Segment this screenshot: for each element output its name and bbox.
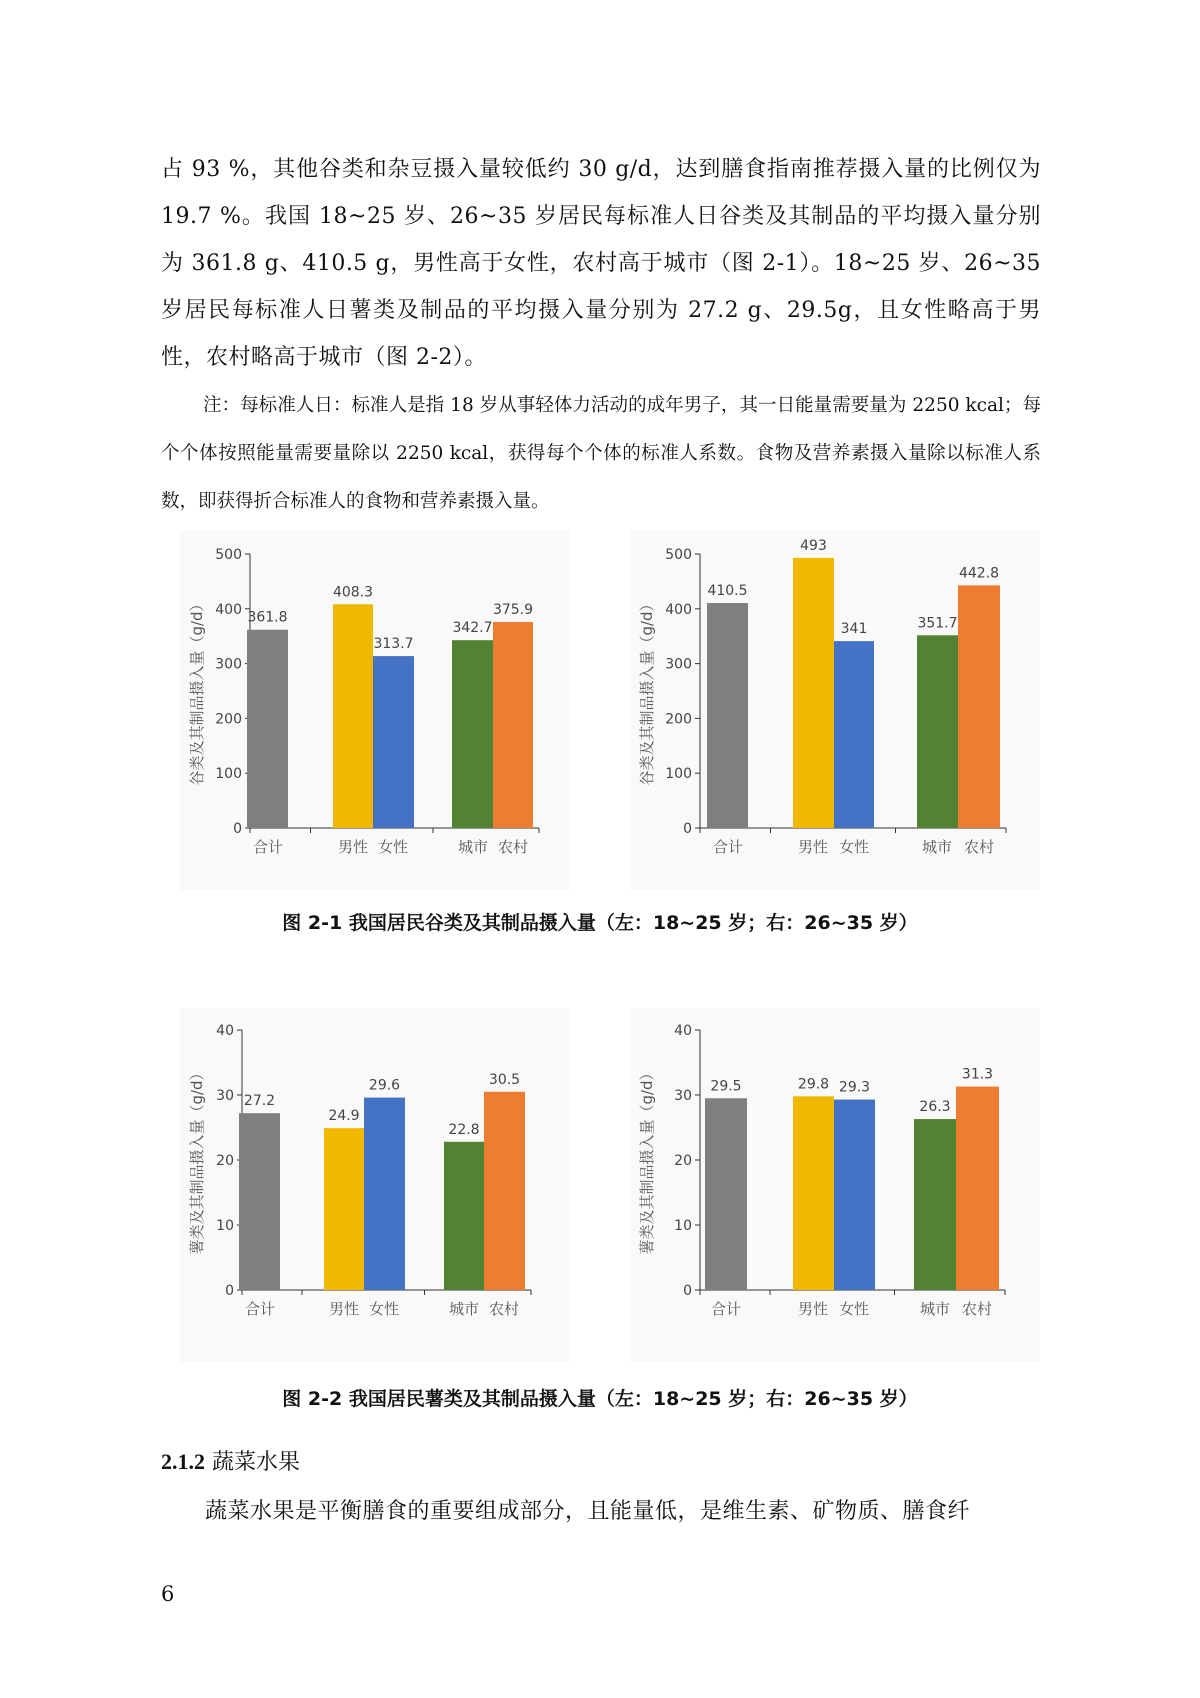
category-label: 农村 <box>497 838 529 856</box>
y-tick-label: 100 <box>215 766 242 783</box>
body-paragraph-1: 占 93 %，其他谷类和杂豆摄入量较低约 30 g/d，达到膳食指南推荐摄入量的比例仅为 19.7 %。我国 18~25 岁、26~35 岁居民每标准人日谷类及其制品的平均摄入量分别为 361.8 g、410.5 g，男性高于女性，农村高于城市（图 2-1）。18~25 岁、26~35 岁居民每标准人日薯类及制品的平均摄入量分别为 27.2 g、29.5g，且女性略高于男性，农村略高于城市（图 2-2）。 <box>161 157 1041 370</box>
data-label: 493 <box>800 537 827 554</box>
y-axis-title: 谷类及其制品摄入量（g/d） <box>638 596 656 786</box>
y-tick-label: 0 <box>233 821 242 837</box>
category-label: 农村 <box>963 838 995 856</box>
bar-female <box>834 641 874 828</box>
bar-urban <box>914 1119 956 1290</box>
bar-urban <box>917 635 958 828</box>
section-number: 2.1.2 <box>161 1449 205 1474</box>
data-label: 408.3 <box>332 584 374 601</box>
category-label: 女性 <box>377 838 409 856</box>
data-label: 27.2 <box>243 1093 276 1110</box>
bar-total <box>247 630 288 828</box>
data-label: 361.8 <box>247 609 288 626</box>
bar-male <box>324 1128 364 1290</box>
y-axis-title: 谷类及其制品摄入量（g/d） <box>188 596 206 786</box>
data-label: 26.3 <box>919 1099 951 1116</box>
data-label: 351.7 <box>917 615 958 632</box>
y-tick-label: 100 <box>665 766 692 783</box>
body-paragraph-2: 蔬菜水果是平衡膳食的重要组成部分，且能量低，是维生素、矿物质、膳食纤 <box>205 1499 971 1524</box>
category-label: 男性 <box>328 1300 360 1318</box>
y-tick-label: 30 <box>674 1088 692 1104</box>
figure-2-1-left <box>180 530 570 890</box>
bar-total <box>707 603 748 828</box>
category-label: 合计 <box>710 1300 742 1318</box>
y-tick-label: 400 <box>215 601 242 618</box>
section-title: 蔬菜水果 <box>212 1450 301 1475</box>
bar-rural <box>493 622 533 828</box>
data-label: 375.9 <box>492 602 534 619</box>
figure-2-1-caption: 图 2-1 我国居民谷类及其制品摄入量（左：18~25 岁；右：26~35 岁） <box>282 912 918 934</box>
category-label: 女性 <box>368 1300 400 1318</box>
data-label: 29.6 <box>368 1077 401 1094</box>
y-tick-label: 500 <box>665 547 692 563</box>
figure-2-2-right <box>630 1008 1040 1362</box>
bar-female <box>364 1098 405 1290</box>
figure-2-1-right <box>630 530 1040 890</box>
data-label: 29.8 <box>797 1076 830 1093</box>
chart-2-2-right <box>630 1008 1040 1362</box>
data-label: 29.3 <box>838 1079 871 1096</box>
bar-male <box>793 1096 834 1290</box>
y-tick-label: 10 <box>216 1218 234 1234</box>
category-label: 男性 <box>337 838 369 856</box>
category-label: 合计 <box>244 1300 276 1318</box>
note-paragraph: 注：每标准人日：标准人是指 18 岁从事轻体力活动的成年男子，其一日能量需要量为 2250 kcal；每个个体按照能量需要量除以 2250 kcal，获得每个个体的标准人系数。食物及营养素摄入量除以标准人系数，即获得折合标准人的食物和营养素摄入量。 <box>161 395 1041 512</box>
bar-female <box>373 656 414 828</box>
y-tick-label: 400 <box>665 601 692 618</box>
figure-2-2-caption: 图 2-2 我国居民薯类及其制品摄入量（左：18~25 岁；右：26~35 岁） <box>282 1388 918 1410</box>
data-label: 342.7 <box>452 620 493 637</box>
data-label: 30.5 <box>488 1071 521 1088</box>
chart-2-1-right <box>630 530 1040 890</box>
figure-2-2-left <box>180 1008 570 1362</box>
section-heading <box>161 1445 300 1476</box>
category-label: 城市 <box>919 1300 951 1318</box>
category-label: 男性 <box>797 1300 829 1318</box>
category-label: 女性 <box>838 1300 870 1318</box>
bar-total <box>239 1113 280 1290</box>
y-tick-label: 200 <box>215 711 242 728</box>
y-tick-label: 200 <box>665 711 692 728</box>
y-tick-label: 500 <box>215 547 242 563</box>
bar-rural <box>484 1092 525 1290</box>
category-label: 城市 <box>448 1300 480 1318</box>
category-label: 农村 <box>488 1300 520 1318</box>
category-label: 城市 <box>921 838 953 856</box>
category-label: 合计 <box>712 838 744 856</box>
page-number: 6 <box>161 1582 175 1606</box>
y-tick-label: 300 <box>215 656 242 673</box>
y-axis-title: 薯类及其制品摄入量（g/d） <box>638 1065 656 1255</box>
y-tick-label: 300 <box>665 656 692 673</box>
bar-female <box>834 1100 875 1290</box>
y-tick-label: 40 <box>674 1023 692 1039</box>
data-label: 313.7 <box>373 636 414 653</box>
category-label: 农村 <box>961 1300 993 1318</box>
y-tick-label: 20 <box>216 1153 234 1169</box>
bar-total <box>705 1098 747 1290</box>
y-tick-label: 30 <box>216 1088 234 1104</box>
chart-2-1-left <box>180 530 570 890</box>
bar-urban <box>444 1142 484 1290</box>
y-tick-label: 40 <box>216 1023 234 1039</box>
data-label: 22.8 <box>448 1121 480 1138</box>
data-label: 31.3 <box>961 1066 994 1083</box>
category-label: 女性 <box>838 838 870 856</box>
data-label: 410.5 <box>707 583 748 600</box>
category-label: 男性 <box>797 838 829 856</box>
chart-2-2-left <box>180 1008 570 1362</box>
bar-rural <box>958 585 1000 828</box>
y-tick-label: 20 <box>674 1153 692 1169</box>
data-label: 24.9 <box>328 1108 360 1125</box>
y-tick-label: 0 <box>683 1283 692 1299</box>
y-tick-label: 10 <box>674 1218 692 1234</box>
data-label: 442.8 <box>958 565 1000 582</box>
data-label: 29.5 <box>710 1078 742 1095</box>
category-label: 城市 <box>457 838 489 856</box>
bar-urban <box>452 640 493 828</box>
y-tick-label: 0 <box>683 821 692 837</box>
category-label: 合计 <box>252 838 284 856</box>
data-label: 341 <box>840 621 868 638</box>
y-tick-label: 0 <box>225 1283 234 1299</box>
bar-rural <box>956 1087 999 1290</box>
bar-male <box>793 558 834 828</box>
y-axis-title: 薯类及其制品摄入量（g/d） <box>188 1065 206 1255</box>
bar-male <box>333 604 373 828</box>
